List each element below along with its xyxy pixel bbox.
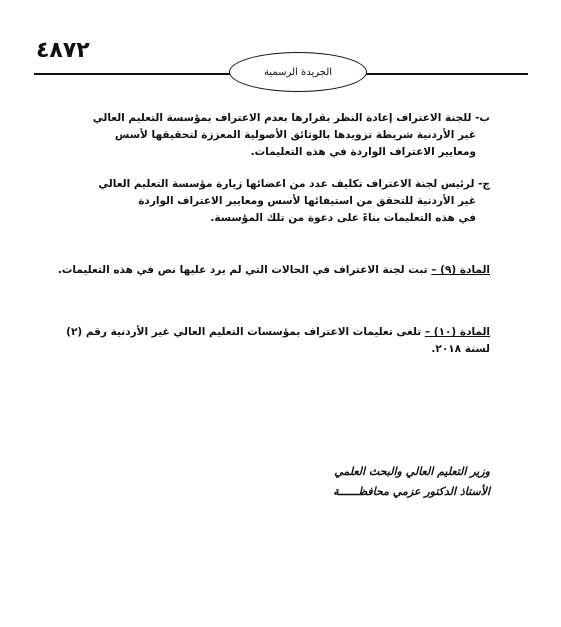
paragraph-j-line-1: ج- لرئيس لجنة الاعتراف تكليف عدد من اعضائها زيارة مؤسسة التعليم العالي <box>98 178 490 190</box>
paragraph-b-line-1: ب- للجنة الاعتراف إعادة النظر بقرارها بعدم الاعتراف بمؤسسة التعليم العالي <box>92 112 490 124</box>
article-9-text: تبت لجنة الاعتراف في الحالات التي لم يرد عليها نص في هذه التعليمات. <box>57 264 432 276</box>
paragraph-j-line-2: غير الأردنية للتحقق من استيفائها لأسس ومعايير الاعتراف الواردة <box>138 195 476 207</box>
page-number: ٤٨٧٢ <box>36 38 90 63</box>
minister-name: الأستاذ الدكتور عزمي محافظــــــة <box>333 485 490 498</box>
article-10-text-line-2: لسنة ٢٠١٨. <box>431 343 490 355</box>
paragraph-j-line-3: في هذه التعليمات بناءً على دعوة من تلك المؤسسة. <box>210 212 476 224</box>
article-10-heading: المادة (١٠) – <box>424 326 490 338</box>
article-10-text-line-1: تلغى تعليمات الاعتراف بمؤسسات التعليم العالي غير الأردنية رقم (٢) <box>66 326 425 338</box>
paragraph-j <box>50 176 490 227</box>
minister-title: وزير التعليم العالي والبحث العلمي <box>334 465 490 478</box>
signature-block <box>333 462 490 502</box>
gazette-title-oval <box>229 52 367 92</box>
paragraph-b-line-3: ومعايير الاعتراف الواردة في هذه التعليمات. <box>250 146 476 158</box>
article-9 <box>50 262 490 279</box>
paragraph-b <box>50 110 490 161</box>
article-9-heading: المادة (٩) – <box>431 264 490 276</box>
gazette-title: الجريدة الرسمية <box>263 66 333 78</box>
paragraph-b-line-2: غير الأردنية شريطة تزويدها بالوثائق الأصولية المعززة لتحقيقها لأسس <box>114 129 476 141</box>
article-10 <box>50 324 490 358</box>
